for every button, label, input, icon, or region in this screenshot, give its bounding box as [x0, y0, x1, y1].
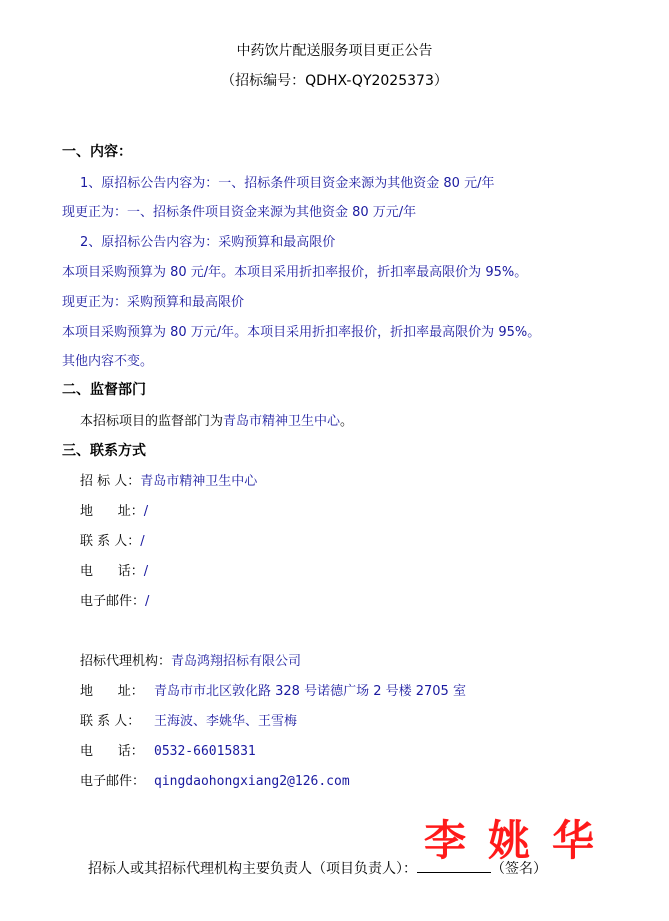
supervision-org: 青岛市精神卫生中心: [223, 414, 341, 429]
content-line-4: 本项目采购预算为 80 元/年。本项目采用折扣率报价，折扣率最高限价为 95%。: [62, 265, 528, 280]
agency-email-value: qingdaohongxiang2@126.com: [154, 774, 350, 789]
section-supervision-heading: 二、监督部门: [62, 382, 146, 398]
notice-title: 中药饮片配送服务项目更正公告: [236, 43, 433, 59]
signature-line: [88, 858, 547, 878]
tenderer-phone-value: /: [143, 564, 149, 579]
tenderer-email-label: 电子邮件：: [80, 594, 146, 609]
agency-phone-row: [80, 740, 256, 759]
signature-prefix: 招标人或其招标代理机构主要负责人（项目负责人）：: [88, 861, 417, 877]
supervision-prefix: 本招标项目的监督部门为: [80, 414, 224, 429]
agency-email-row: [80, 770, 350, 789]
tenderer-contact-row: [80, 530, 145, 549]
content-line-3: 2、原招标公告内容为：采购预算和最高限价: [80, 235, 336, 250]
tenderer-name-label: 招 标 人：: [80, 474, 141, 489]
content-line-6: 本项目采购预算为 80 万元/年。本项目采用折扣率报价，折扣率最高限价为 95%。: [62, 325, 541, 340]
tenderer-name-value: 青岛市精神卫生中心: [140, 474, 258, 489]
supervision-text: [80, 410, 353, 429]
tenderer-address-row: [80, 500, 148, 519]
tenderer-phone-label: 电 话：: [80, 564, 144, 579]
section-content-heading: 一、内容：: [62, 144, 132, 160]
tenderer-email-row: [80, 590, 149, 609]
tenderer-email-value: /: [145, 594, 150, 609]
agency-name-row: [80, 650, 301, 669]
content-line-1: 1、原招标公告内容为：一、招标条件项目资金来源为其他资金 80 元/年: [80, 176, 495, 191]
content-line-5: 现更正为：采购预算和最高限价: [62, 295, 245, 310]
tenderer-contact-label: 联 系 人：: [80, 534, 141, 549]
signature-blank: [417, 860, 491, 873]
agency-address-row: [80, 680, 466, 699]
supervision-suffix: 。: [340, 414, 354, 429]
agency-contact-value: 王海波、李姚华、王雪梅: [154, 714, 298, 729]
signature-suffix: （签名）: [491, 861, 547, 877]
tenderer-phone-row: [80, 560, 148, 579]
section-contact-heading: 三、联系方式: [62, 443, 146, 459]
tenderer-address-label: 地 址：: [80, 504, 144, 519]
agency-phone-value: 0532-66015831: [154, 744, 256, 759]
agency-name-label: 招标代理机构：: [80, 654, 172, 669]
agency-address-label: 地 址：: [80, 684, 144, 699]
agency-address-value: 青岛市市北区敦化路 328 号诺德广场 2 号楼 2705 室: [154, 684, 466, 699]
agency-phone-label: 电 话：: [80, 744, 144, 759]
content-line-7: 其他内容不变。: [62, 354, 154, 369]
content-line-2: 现更正为：一、招标条件项目资金来源为其他资金 80 万元/年: [62, 205, 417, 220]
agency-email-label: 电子邮件：: [80, 774, 146, 789]
agency-name-value: 青岛鸿翔招标有限公司: [171, 654, 302, 669]
agency-contact-label: 联 系 人：: [80, 714, 141, 729]
tenderer-contact-value: /: [140, 534, 145, 549]
tenderer-name-row: [80, 470, 257, 489]
signature-stamp: 李姚华: [424, 816, 617, 865]
tenderer-address-value: /: [143, 504, 149, 519]
bid-number: （招标编号：QDHX-QY2025373）: [221, 73, 448, 89]
agency-contact-row: [80, 710, 297, 729]
